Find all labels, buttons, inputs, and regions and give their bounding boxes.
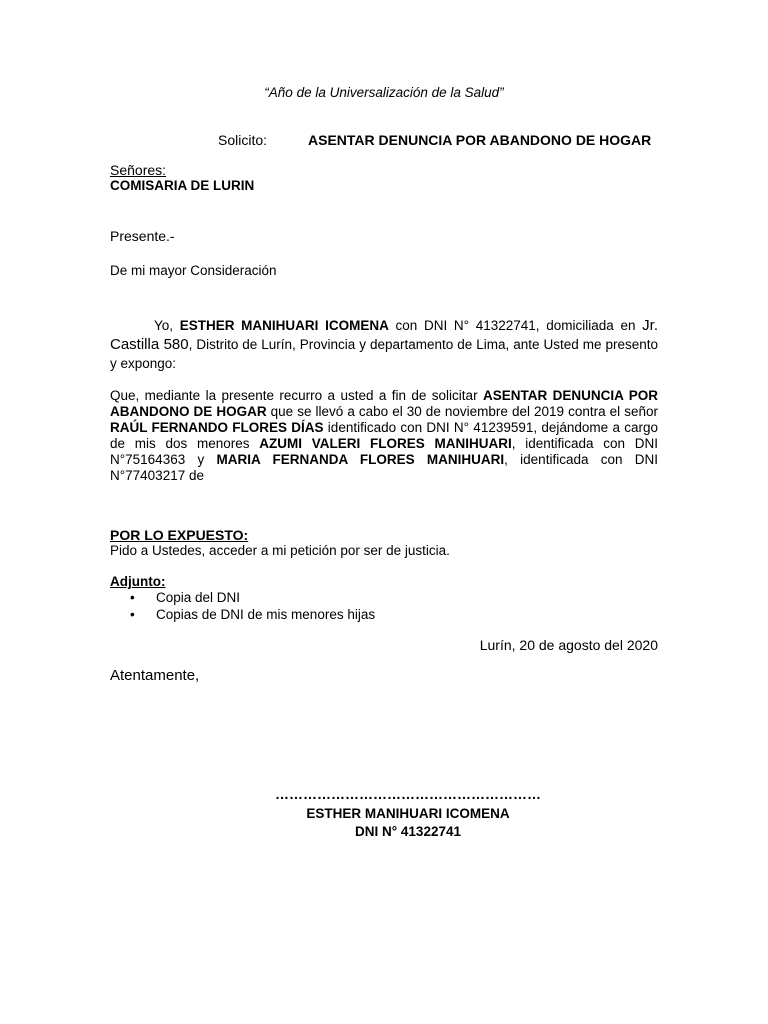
request-paragraph xyxy=(110,388,658,484)
salutation: Señores: xyxy=(110,162,167,178)
request-text: Que, mediante la presente recurro a usted a fin de solicitar xyxy=(110,388,483,403)
signature-line: ………………………………………………… xyxy=(275,786,541,802)
child-name-2: MARIA FERNANDA FLORES MANIHUARI xyxy=(216,452,505,467)
attachments-heading: Adjunto: xyxy=(110,574,166,589)
request-text: que se llevó a cabo el 30 de noviembre del 2019 contra el señor xyxy=(266,404,658,419)
request-subject-inline: ASENTAR DENUNCIA POR ABANDONO DE HOGAR xyxy=(110,388,658,419)
place-date: Lurín, 20 de agosto del 2020 xyxy=(479,637,658,653)
list-item xyxy=(128,606,375,623)
conclusion-text: Pido a Ustedes, acceder a mi petición por ser de justicia. xyxy=(110,543,450,558)
year-motto: “Año de la Universalización de la Salud” xyxy=(264,85,504,100)
address-text: Jr. Castilla 580 xyxy=(110,317,658,353)
intro-text: , Distrito de Lurín, Provincia y departamento de Lima, ante Usted me presento y expongo: xyxy=(110,337,658,371)
request-text: , identificada con DNI N°77403217 de xyxy=(110,452,658,483)
presente-line: Presente.- xyxy=(110,228,175,244)
respondent-name: RAÚL FERNANDO FLORES DÍAS xyxy=(110,420,324,435)
closing: Atentamente, xyxy=(110,667,200,684)
request-text: identificado con DNI N° 41239591, dejándome a cargo de mis dos menores xyxy=(110,420,658,451)
attachment-label: Copia del DNI xyxy=(156,590,241,605)
consideration-line: De mi mayor Consideración xyxy=(110,263,277,278)
intro-text: Yo, xyxy=(154,318,180,333)
applicant-name: ESTHER MANIHUARI ICOMENA xyxy=(179,318,389,333)
addressee-institution: COMISARIA DE LURIN xyxy=(110,178,255,193)
signer-name: ESTHER MANIHUARI ICOMENA xyxy=(306,806,510,821)
bullet-icon: • xyxy=(130,590,135,605)
child-name-1: AZUMI VALERI FLORES MANIHUARI xyxy=(259,436,512,451)
request-label: Solicito: xyxy=(218,132,268,148)
attachments-list xyxy=(128,589,375,623)
request-subject: ASENTAR DENUNCIA POR ABANDONO DE HOGAR xyxy=(308,132,652,148)
bullet-icon: • xyxy=(130,607,135,622)
introduction-paragraph xyxy=(110,316,658,373)
request-text: , identificada con DNI N°75164363 y xyxy=(110,436,658,467)
intro-text: con DNI N° 41322741, domiciliada en xyxy=(388,318,643,333)
conclusion-heading: POR LO EXPUESTO: xyxy=(110,527,249,543)
list-item xyxy=(128,589,375,606)
signer-dni: DNI N° 41322741 xyxy=(355,824,461,839)
attachment-label: Copias de DNI de mis menores hijas xyxy=(156,607,376,622)
